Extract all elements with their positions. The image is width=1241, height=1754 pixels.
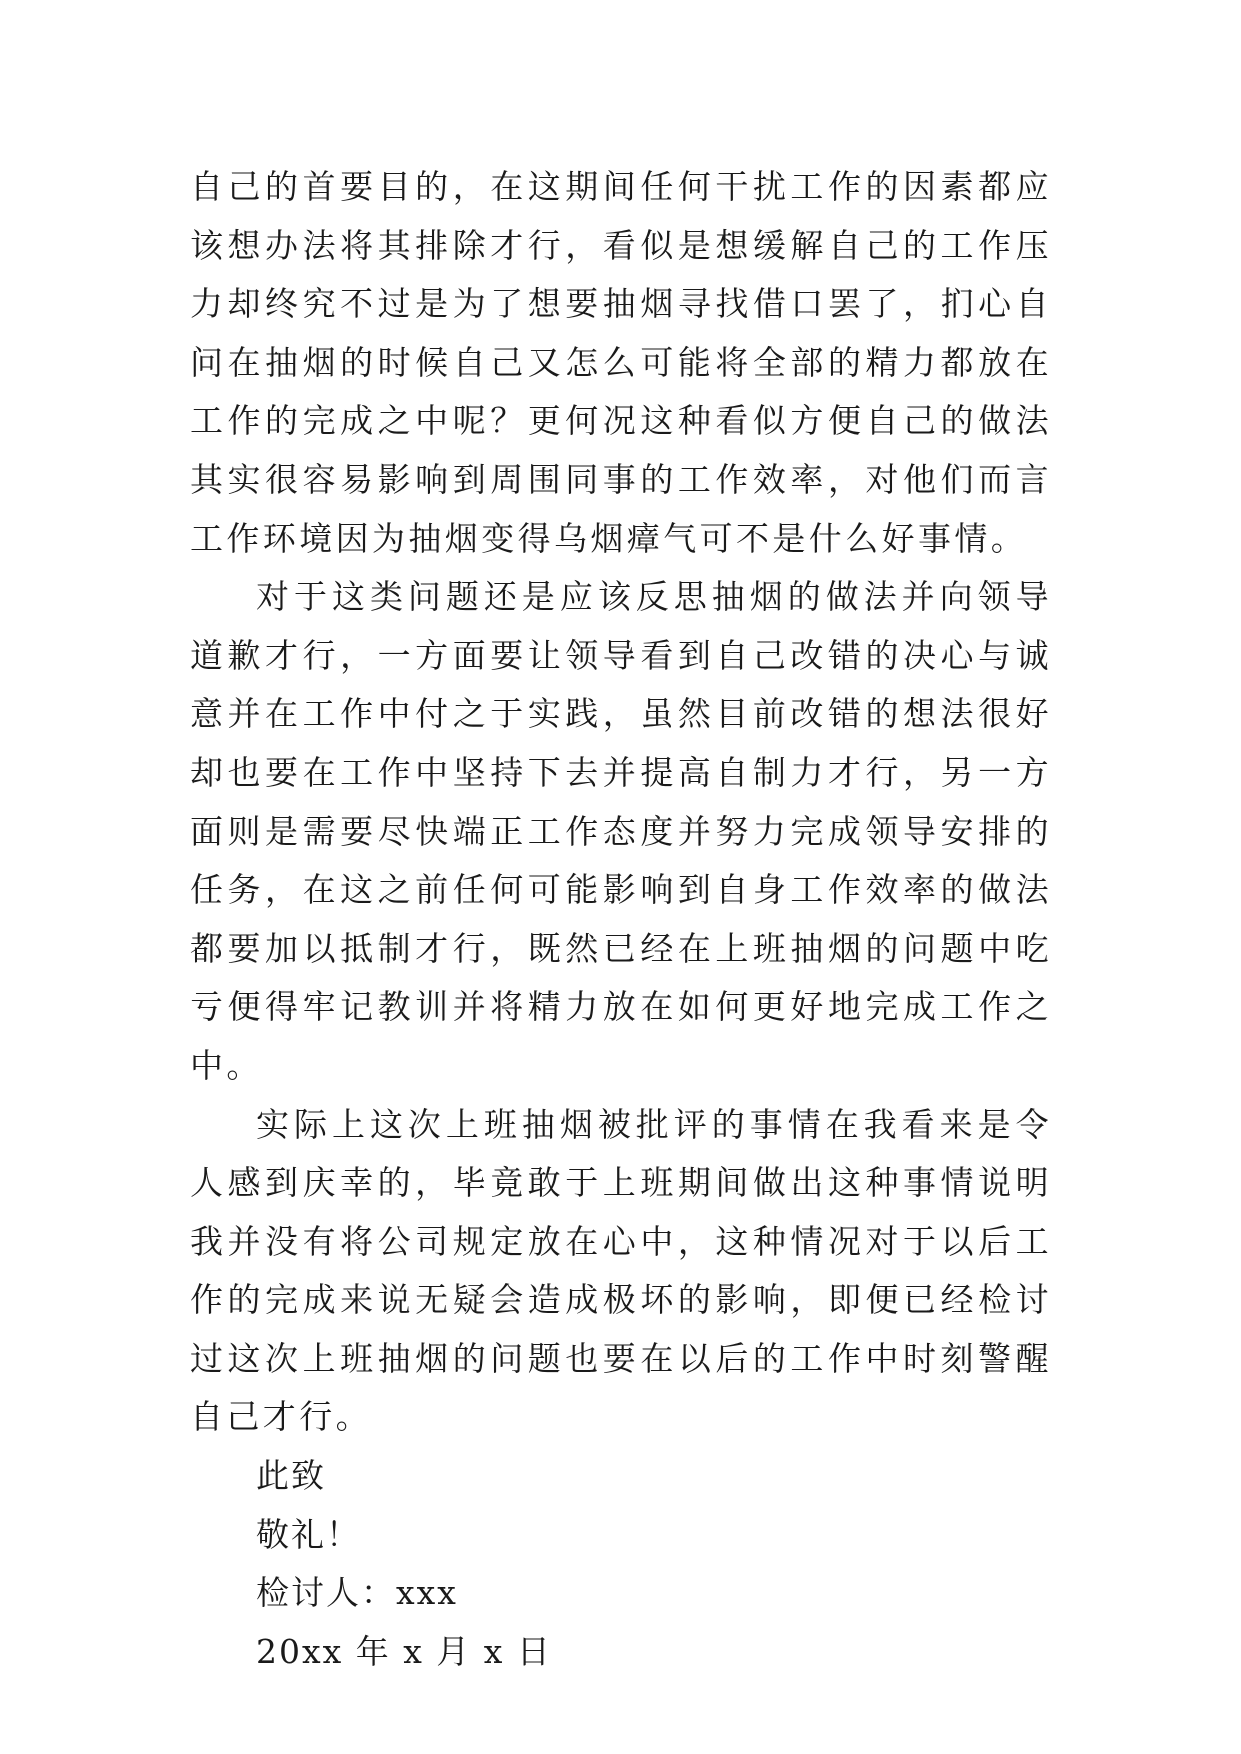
letter-closing (190, 1447, 1052, 1681)
date: 20xx 年 x 月 x 日 (256, 1631, 552, 1671)
paragraph-3: 实际上这次上班抽烟被批评的事情在我看来是令人感到庆幸的，毕竟敢于上班期间做出这种事情说明我并没有将公司规定放在心中，这种情况对于以后工作的完成来说无疑会造成极坏的影响，即便已经检讨过这次上班抽烟的问题也要在以后的工作中时刻警醒自己才行。 (190, 1104, 1052, 1437)
paragraph-2: 对于这类问题还是应该反思抽烟的做法并向领导道歉才行，一方面要让领导看到自己改错的决心与诚意并在工作中付之于实践，虽然目前改错的想法很好却也要在工作中坚持下去并提高自制力才行，另一方面则是需要尽快端正工作态度并努力完成领导安排的任务，在这之前任何可能影响到自身工作效率的做法都要加以抵制才行，既然已经在上班抽烟的问题中吃亏便得牢记教训并将精力放在如何更好地完成工作之中。 (190, 577, 1052, 1085)
regards: 敬礼！ (256, 1514, 361, 1554)
salutation: 此致 (256, 1456, 326, 1496)
signer: 检讨人：xxx (256, 1573, 458, 1613)
document-body (190, 158, 1052, 1681)
paragraph-1: 自己的首要目的，在这期间任何干扰工作的因素都应该想办法将其排除才行，看似是想缓解自己的工作压力却终究不过是为了想要抽烟寻找借口罢了，扪心自问在抽烟的时候自己又怎么可能将全部的精力都放在工作的完成之中呢？更何况这种看似方便自己的做法其实很容易影响到周围同事的工作效率，对他们而言工作环境因为抽烟变得乌烟瘴气可不是什么好事情。 (190, 167, 1052, 558)
